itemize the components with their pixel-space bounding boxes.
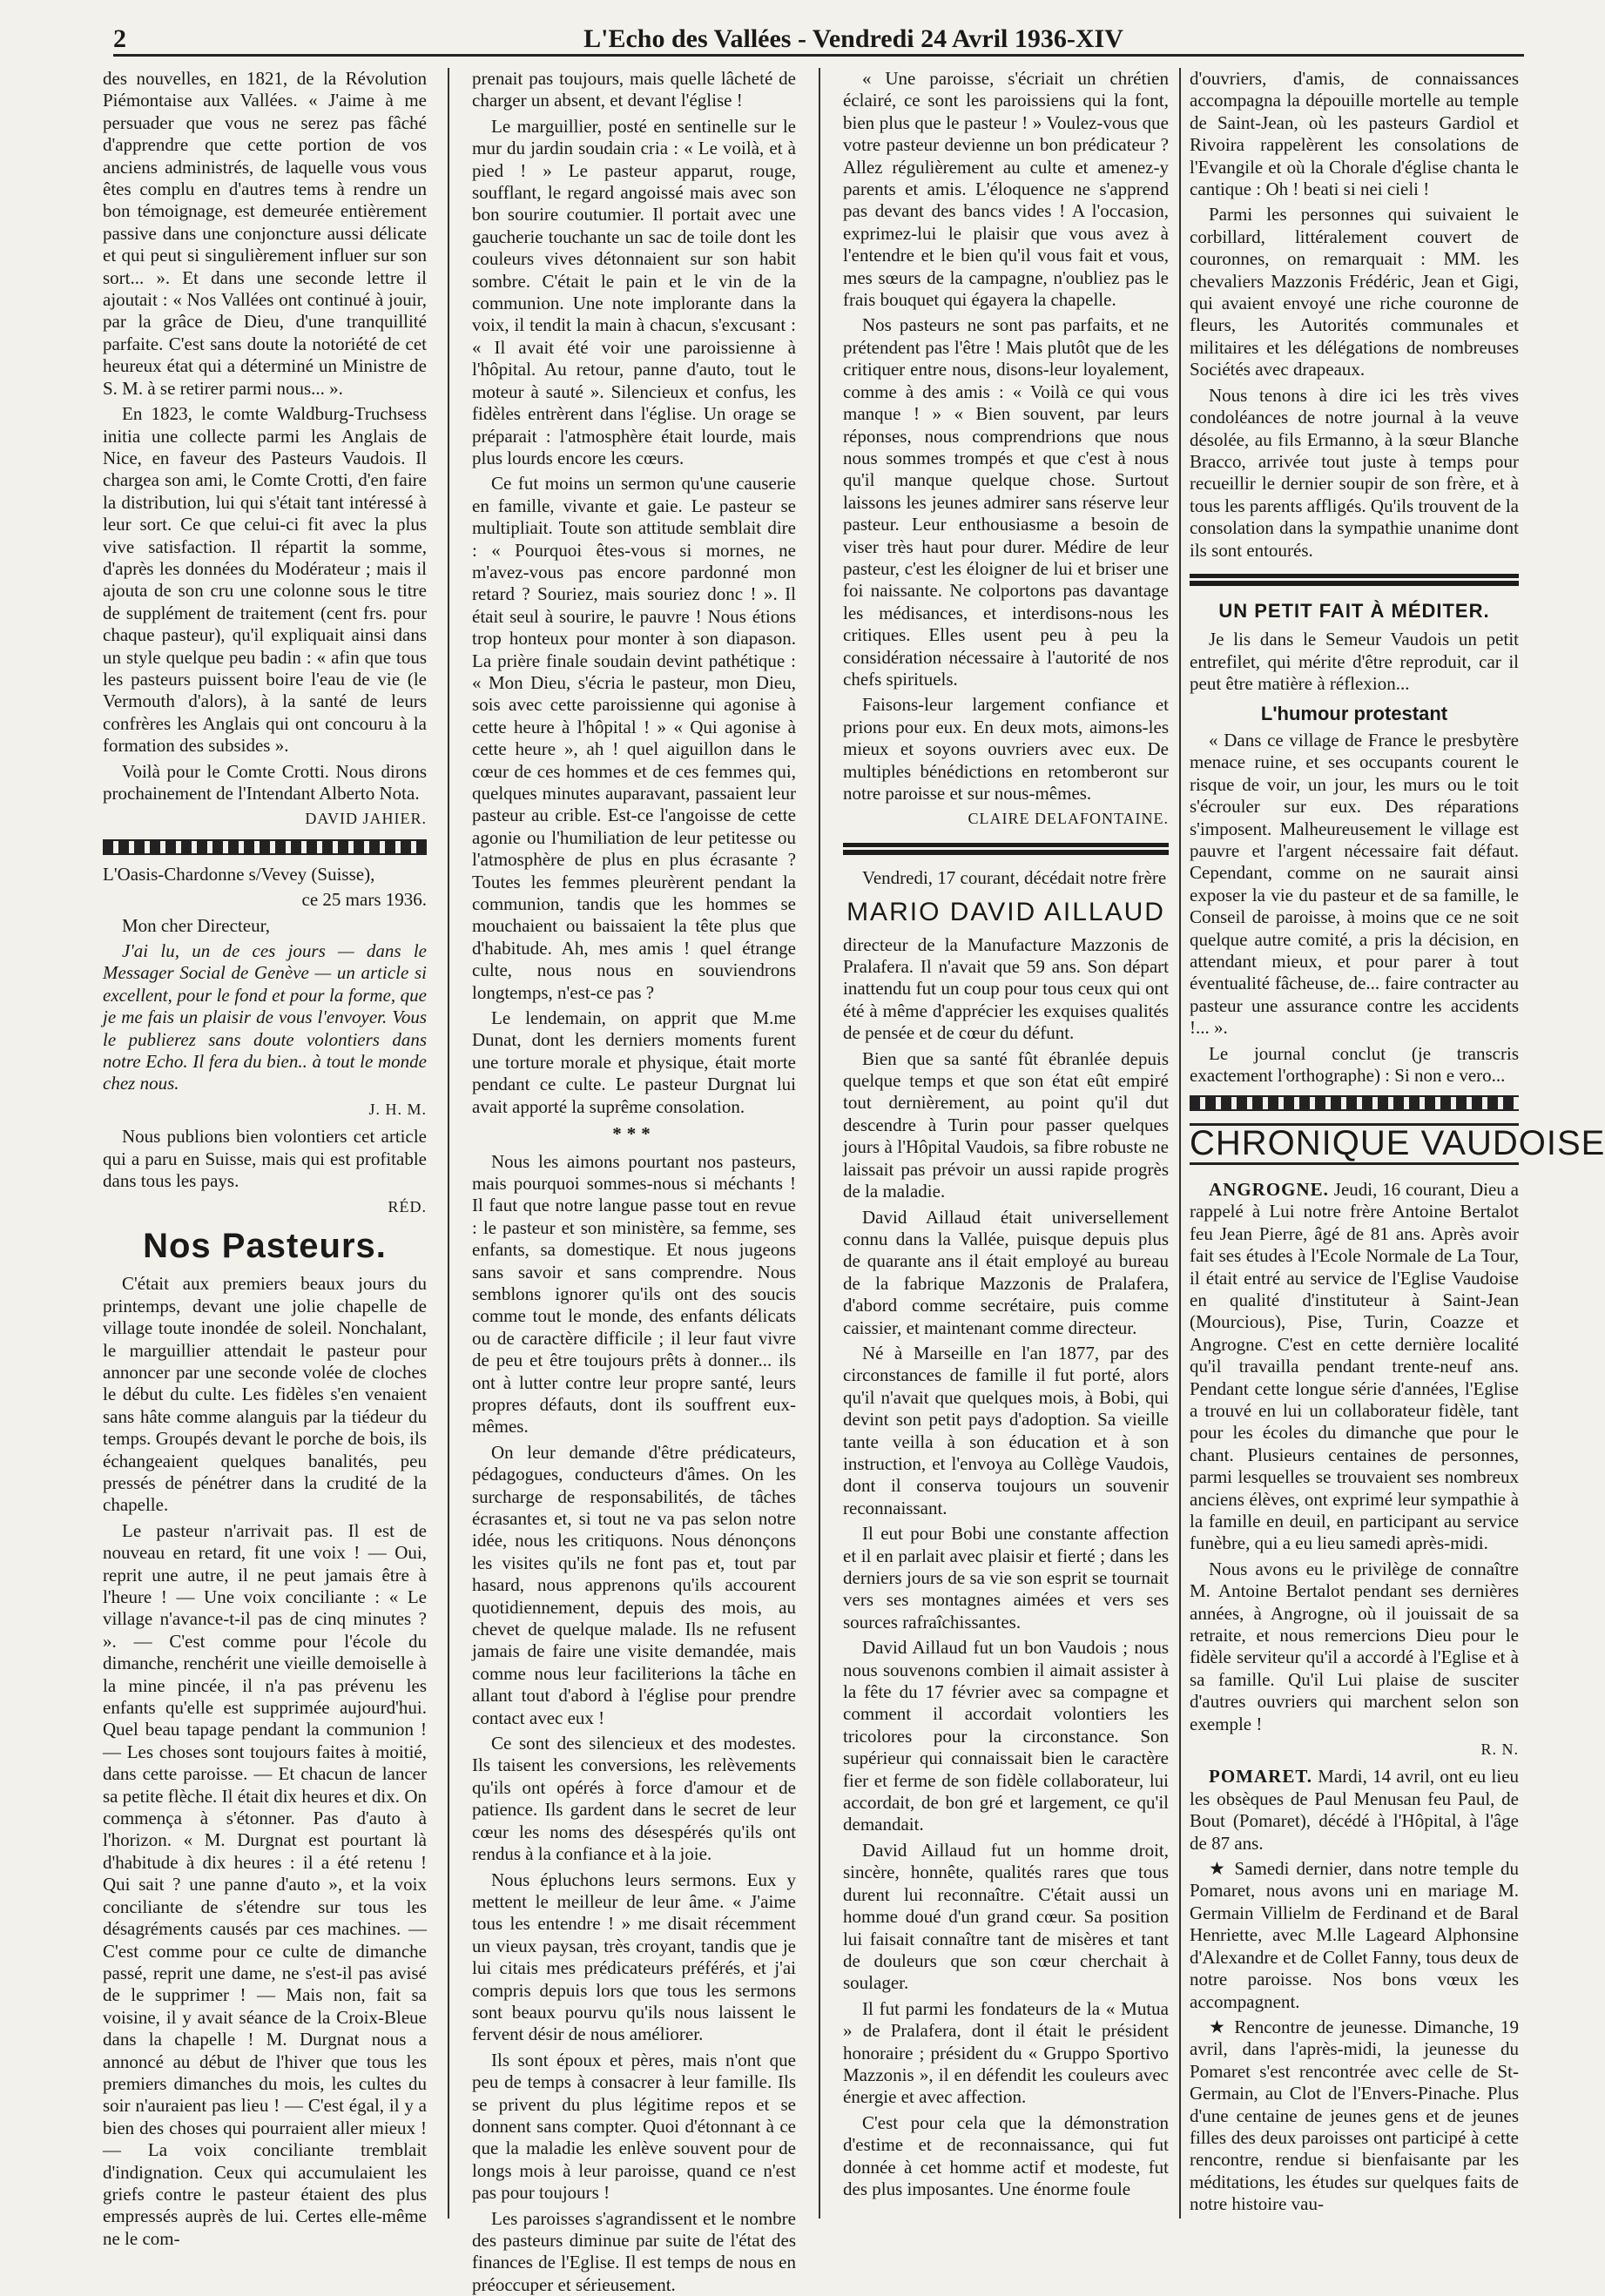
separator-rule <box>103 839 427 855</box>
paragraph: Parmi les personnes qui suivaient le corbillard, littéralement couvert de couronnes, on remarquait : MM. les chevaliers Mazzonis Frédéric, Jean et Gigi, qui avaient envoyé une riche couronne de fleurs, les Autorités communales et militaires et les délégations de nombreuses Sociétés avec drapeaux. <box>1190 204 1519 380</box>
separator-bar <box>1190 574 1519 586</box>
locality-lead: ANGROGNE. <box>1209 1178 1329 1200</box>
paragraph: ★ Rencontre de jeunesse. Dimanche, 19 avril, dans l'après-midi, la jeunesse du Pomaret s'est rencontrée avec celle de St-Germain, au Clot de l'Envers-Pinache. Plus d'une centaine de jeunes gens et de jeunes filles des deux paroisses ont participé à cette rencontre, rendue si bienfaisante par les méditations, les études sur quelques faits de notre histoire vau- <box>1190 2016 1519 2215</box>
paragraph: Le marguillier, posté en sentinelle sur le mur du jardin soudain cria : « Le voilà, et à pied ! » Le pasteur apparut, rouge, soufflant, le regard angoissé mais avec son bon sourire coutumier. Il portait avec une gaucherie touchante un sac de toile dont les couleurs vives détonnaient sur son habit sombre. C'était le pain et le vin de la communion. Une note implorante dans la voix, il tendit la main à chacun, s'excusant : « Il avait été voir une paroissienne à l'hôpital. Au retour, panne d'auto, tout le moteur à sauté ». Silencieux et confus, les fidèles entrèrent dans l'église. Un orage se préparait : l'atmosphère était lourde, mais plus lourds encore les cœurs. <box>472 115 796 468</box>
paragraph: On leur demande d'être prédicateurs, pédagogues, conducteurs d'âmes. On les surcharge de responsabilités, de tâches écrasantes et, si tout ne va pas selon notre idée, nous les critiquons. Nous dénonçons les visites qu'ils ne font pas et, tout par hasard, nous apprenons qu'ils accourent quotidiennement, depuis des mois, au chevet de quelque malade. Ils ne refusent jamais de faire une visite demandée, mais comme nous leur faciliterions la tâche en allant tout d'abord à l'église pour prendre contact avec eux ! <box>472 1441 796 1728</box>
paragraph: Le journal conclut (je transcris exactement l'orthographe) : Si non e vero... <box>1190 1042 1519 1087</box>
page-header <box>113 19 1524 57</box>
page-number: 2 <box>113 24 126 53</box>
paragraph: Il eut pour Bobi une constante affection et il en parlait avec plaisir et fierté ; dans les derniers jours de sa vie son esprit se tournait vers ses montagnes aimées et vers ses sources rafraîchissantes. <box>843 1523 1169 1633</box>
paragraph-text: Jeudi, 16 courant, Dieu a rappelé à Lui notre frère Antoine Bertalot feu Jean Pierre, âgé de 81 ans. Après avoir fait ses études à l'Ecole Normale de La Tour, il était entré au service de l'Eglise Vaudoise en qualité d'instituteur à Saint-Jean (Mourcious), Pise, Turin, Coazze et Angrogne. C'est en cette dernière localité qu'il travailla pendant trente-neuf ans. Pendant cette longue série d'années, l'Eglise a trouvé en lui un collaborateur fidèle, tant pour les écoles du dimanche que pour le chant. Plusieurs centaines de personnes, parmi lesquelles se trouvaient ses nombreux anciens élèves, ont exprimé leur sympathie à la famille en deuil, en participant au service funèbre, qui a eu lieu samedi après-midi. <box>1190 1178 1519 1554</box>
paragraph: Nous les aimons pourtant nos pasteurs, mais pourquoi sommes-nous si méchants ! Il faut que notre langue passe tout en revue : le pasteur et son ministère, sa femme, ses enfants, sa domestique. Et nous jugeons sans savoir et sans comprendre. Nous semblons ignorer qu'ils ont des soucis comme tout le monde, des enfants délicats ou de caractère difficile ; il leur faut vivre de peu et être toujours prêts à donner... ils ont à lutter contre leur propre santé, leurs propres défauts, dont ils souffrent eux-mêmes. <box>472 1150 796 1438</box>
paragraph-text: Mardi, 14 avril, ont eu lieu les obsèques de Paul Menusan feu Paul, de Bout (Pomaret), décédé à l'Hôpital, à l'âge de 87 ans. <box>1190 1766 1520 1854</box>
letter-body: J'ai lu, un de ces jours — dans le Messager Social de Genève — un article si excellent, pour le fond et pour la forme, que je me fais un plaisir de vous l'envoyer. Vous le publierez sans doute volontiers dans notre Echo. Il fera du bien.. à tout le monde chez nous. <box>103 940 427 1094</box>
paragraph: Ils sont époux et pères, mais n'ont que peu de temps à consacrer à leur famille. Ils se privent du plus légitime repos et se donnent sans compter. Quoi d'étonnant à ce que la maladie les enlève souvent pour de longs mois à leur paroisse, quand ce n'est pas pour toujours ! <box>472 2049 796 2204</box>
paragraph: Voilà pour le Comte Crotti. Nous dirons prochainement de l'Intendant Alberto Nota. <box>103 760 427 804</box>
paragraph: « Une paroisse, s'écriait un chrétien éclairé, ce sont les paroissiens qui la font, bien plus que le pasteur ! » Voulez-vous que votre pasteur devienne un bon prédicateur ? Allez régulièrement au culte et amenez-y parents et amis. L'éloquence ne s'apprend pas devant des bancs vides ! A l'occasion, exprimez-lui le plaisir que vous avez à l'entendre et le bien qu'il vous fait et vous, mes sœurs de la campagne, n'oubliez pas le frais bouquet qui égayera la chapelle. <box>843 68 1169 311</box>
column-2 <box>472 68 796 2295</box>
editor-note: Nous publions bien volontiers cet article qui a paru en Suisse, mais qui est profitable dans tous les pays. <box>103 1126 427 1192</box>
column-1 <box>103 68 427 2249</box>
paragraph: Ce fut moins un sermon qu'une causerie en famille, vivante et gaie. Le pasteur se multipliait. Toute son attitude semblait dire : « Pourquoi êtes-vous si mornes, ne m'avez-vous pas encore pardonné mon retard ? Souriez, mais souriez donc ! ». Il était seul à sourire, le pauvre ! Nous étions trop honteux pour monter à son diapason. La prière finale soudain devint pathétique : « Mon Dieu, s'écria le pasteur, mon Dieu, sois avec cette paroissienne qui agonise à cette heure à l'hôpital ! » « Qui agonise à cette heure », ah ! quel aiguillon dans le cœur de ces hommes et de ces femmes qui, quelques minutes auparavant, passaient leur pasteur au crible. Est-ce l'angoisse de cette agonie ou l'humiliation de leur petitesse ou l'atmosphère de plus en plus écrasante ? Toutes les femmes pleurèrent pendant la communion, tandis que les hommes se mouchaient ou baissaient la tête plus que d'habitude. Ah, mes amis ! quel étrange culte, nous nous en souviendrons longtemps, n'est-ce pas ? <box>472 473 796 1003</box>
paragraph: Nos pasteurs ne sont pas parfaits, et ne prétendent pas l'être ! Mais plutôt que de les critiquer entre nous, disons-leur loyalement, comme à des amis : « Voilà ce qui vous manque ! » « Bien souvent, par leurs réponses, nous comprendrions que nous nous sommes trompés et que c'est à nous qu'il manque quelque chose. Surtout laissons les jeunes admirer sans réserve leur pasteur. Leur enthousiasme a besoin de viser très haut pour durer. Médire de leur pasteur, c'est les éloigner de lui et briser une foi naissante. Ne colportons pas davantage les médisances, et interdisons-nous les critiques. Elles usent peu à peu la considération nécessaire à l'autorité de nos chefs spirituels. <box>843 314 1169 690</box>
column-rule <box>448 68 449 2219</box>
paragraph: d'ouvriers, d'amis, de connaissances accompagna la dépouille mortelle au temple de Saint-Jean, où les pasteurs Gardiol et Rivoira rappelèrent les consolations de l'Evangile et où la Chorale d'église chanta le cantique : Oh ! beati si nei cieli ! <box>1190 68 1519 200</box>
separator-bar <box>843 843 1169 855</box>
paragraph: Faisons-leur largement confiance et prions pour eux. En deux mots, aimons-les mieux et soyons ouvriers avec eux. De multiples bénédictions en retomberont sur notre paroisse et sur nous-mêmes. <box>843 694 1169 804</box>
paragraph: Né à Marseille en l'an 1877, par des circonstances de famille il fut porté, alors qu'il n'avait que quelques mois, à Bobi, qui devint son petit pays d'adoption. Sa vieille tante veilla à son éducation et à son instruction, et l'envoya au Collège Vaudois, dont il conserva toujours un souvenir reconnaissant. <box>843 1342 1169 1518</box>
section-stars: *** <box>612 1123 656 1145</box>
paragraph: Les paroisses s'agrandissent et le nombre des pasteurs diminue par suite de l'état des finances de l'Eglise. Il est temps de nous en préoccuper et sérieusement. <box>472 2207 796 2295</box>
paragraph: Nous avons eu le privilège de connaître M. Antoine Bertalot pendant ses dernières années, à Angrogne, où il jouissait de sa retraite, et nous remercions Dieu pour le fidèle serviteur qu'il a accordé à l'Eglise et à sa famille. Qu'il Lui plaise de susciter d'autres ouvriers qui marchent selon son exemple ! <box>1190 1558 1519 1734</box>
letter-date: ce 25 mars 1936. <box>301 889 427 911</box>
article-heading: UN PETIT FAIT À MÉDITER. <box>1218 599 1490 622</box>
column-rule <box>819 68 820 2219</box>
paragraph: Nous tenons à dire ici les très vives condoléances de notre journal à la veuve désolée, au fils Ermanno, à la sœur Blanche Bracco, arrivée tout juste à temps pour recueillir le dernier soupir de son frère, et à tous les parents affligés. Qu'ils trouvent de la consolation dans la sympathie unanime dont ils sont entourés. <box>1190 384 1519 561</box>
article-heading: Nos Pasteurs. <box>143 1226 387 1265</box>
signature: DAVID JAHIER. <box>305 810 427 828</box>
paragraph: Ce sont des silencieux et des modestes. Ils taisent les conversions, les relèvements qu'ils ont opérés à force d'amour et de patience. Ils gardent dans le secret de leur cœur les noms des désespérés qu'ils ont rendus à la confiance et à la joie. <box>472 1733 796 1865</box>
paragraph: Il fut parmi les fondateurs de la « Mutua » de Pralafera, dont il était le président honoraire ; président du « Gruppo Sportivo Mazzonis », il en défendit les couleurs avec énergie et avec affection. <box>843 1997 1169 2108</box>
signature: J. H. M. <box>368 1100 427 1118</box>
paragraph: Le lendemain, on apprit que M.me Dunat, dont les derniers moments furent une torture morale et physique, était morte pendant ce culte. Le pasteur Durgnat lui avait apporté la suprême consolation. <box>472 1007 796 1117</box>
signature: CLAIRE DELAFONTAINE. <box>968 810 1169 828</box>
paragraph: directeur de la Manufacture Mazzonis de Pralafera. Il n'avait que 59 ans. Son départ inattendu fut un coup pour tous ceux qui ont été à même d'apprécier les exquises qualités de pensée et de cœur du défunt. <box>843 933 1169 1044</box>
newspaper-title: L'Echo des Vallées - Vendredi 24 Avril 1936-XIV <box>583 24 1123 53</box>
paragraph: En 1823, le comte Waldburg-Truchsess initia une collecte parmi les Anglais de Nice, en faveur des Pasteurs Vaudois. Il chargea son ami, le Comte Crotti, d'en faire la distribution, lui qui s'était tant intéressé à leur sort. Ce que celui-ci fit avec la plus vive satisfaction. Il répartit la somme, d'après les données du Modérateur ; mais il ajouta de son cru une colonne sous le titre de supplément de traitement (cent frs. pour chaque pasteur), qu'il expliquait ainsi dans un style quelque peu badin : « afin que tous les pasteurs puissent boire l'eau de vie (le Vermouth d'alors), à la santé de leurs confrères les Anglais qui ont concouru à la formation des subsides ». <box>103 403 427 757</box>
paragraph: Vendredi, 17 courant, décédait notre frère <box>862 866 1167 888</box>
section-heading: CHRONIQUE VAUDOISE <box>1190 1123 1519 1164</box>
paragraph: C'était aux premiers beaux jours du printemps, devant une jolie chapelle de village toute inondée de soleil. Nonchalant, le marguillier attendait le pasteur pour annoncer par une seconde volée de cloches le début du culte. Les fidèles s'en venaient sans hâte comme alanguis par la tiédeur du temps. Groupés devant le porche de bois, ils échangeaient quelques banalités, peu pressés de pénétrer dans la crudité de la chapelle. <box>103 1273 427 1516</box>
paragraph: C'est pour cela que la démonstration d'estime et de reconnaissance, qui fut donnée à cet homme actif et modeste, fut des plus imposantes. Une énorme foule <box>843 2111 1169 2199</box>
paragraph: David Aillaud était universellement connu dans la Vallée, puisque depuis plus de quarante ans il était employé au bureau de la fabrique Mazzonis de Pralafera, d'abord comme secrétaire, puis comme caissier, et maintenant comme directeur. <box>843 1206 1169 1338</box>
paragraph: Je lis dans le Semeur Vaudois un petit entrefilet, qui mérite d'être reproduit, car il peut être matière à réflexion... <box>1190 629 1519 695</box>
paragraph: Bien que sa santé fût ébranlée depuis quelque temps et que son état eût empiré tout dernièrement, au point qu'il dut descendre à Turin pour passer quelques jours à l'Hôpital Vaudois, sa fibre robuste ne laissait pas prévoir un aussi rapide progrès de la maladie. <box>843 1047 1169 1202</box>
signature: R. N. <box>1480 1741 1519 1759</box>
paragraph: David Aillaud fut un homme droit, sincère, honnête, qualités rares que tous durent lui reconnaître. C'était aussi un homme doué d'un grand cœur. Sa position lui faisait connaître tant de misères et tant de douleurs que son cœur cherchait à soulager. <box>843 1839 1169 1994</box>
paragraph: « Dans ce village de France le presbytère menace ruine, et ses occupants courent le risque de voir, un jour, les murs ou le toit s'écrouler sur eux. Des réparations s'imposent. Malheureusement le village est pauvre et l'argent nécessaire fait défaut. Cependant, comme on ne saurait ainsi exposer la vie du pasteur et de sa famille, le Conseil de paroisse, à moins que ce ne soit quelque autre comité, a pris la décision, en attendant mieux, et pour parer à tout éventualité fâcheuse, de... faire contracter au pasteur une assurance contre les accidents !... ». <box>1190 729 1519 1039</box>
column-4 <box>1190 68 1605 2219</box>
letter-place: L'Oasis-Chardonne s/Vevey (Suisse), <box>103 863 375 885</box>
locality-lead: POMARET. <box>1209 1766 1313 1788</box>
letter-salutation: Mon cher Directeur, <box>122 914 270 936</box>
paragraph: Le pasteur n'arrivait pas. Il est de nouveau en retard, fit une voix ! — Oui, reprit une autre, il ne peut jamais être à l'heure ! — Une voix conciliante : « Le village n'avance-t-il pas de cinq minutes ? ». — C'est comme pour l'école du dimanche, renchérit une vieille demoiselle à la mine pincée, il n'a pas prévenu les enfants qu'elle est supprimée aujourd'hui. Quel beau tapage pendant la communion ! — Les choses sont toujours faites à moitié, dans cette paroisse. — Et chacun de lancer sa petite flèche. Il était dix heures et dix. On commença à s'étonner. Pas d'auto à l'horizon. « M. Durgnat est pourtant là d'habitude à dix heures : il a été retenu ! Qui sait ? une panne d'auto », et la voix conciliante de s'étendre sur tous les désagréments causés par ces machines. — C'est comme pour ce culte de dimanche passé, reprit une dame, ne s'est-il pas avisé de le supprimer ! — Mais non, fait sa voisine, il y avait séance de la Croix-Bleue dans la chapelle ! M. Durgnat nous a annoncé au début de l'hiver que tous les premiers dimanches du mois, les cultes du soir n'auraient pas lieu ! — C'est égal, il y a bien des choses qui pourraient aller mieux ! — La voix conciliante tremblait d'indignation. Ceux qui accumulaient les griefs contre le pasteur étaient des plus empressés auprès de lui. Certes elle-même ne le com- <box>103 1519 427 2249</box>
paragraph: David Aillaud fut un bon Vaudois ; nous nous souvenons combien il aimait assister à la fête du 17 février avec sa compagne et comment il accordait volontiers les tricolores pour la circonstance. Son supérieur qui connaissait bien le caractère fier et ferme de son fidèle collaborateur, lui accordait, de bon gré et largement, ce qu'il demandait. <box>843 1637 1169 1835</box>
article-subheading: L'humour protestant <box>1260 702 1448 724</box>
paragraph: ★ Samedi dernier, dans notre temple du Pomaret, nous avons uni en mariage M. Germain Villielm de Ferdinand et de Baral Henriette, avec M.lle Lageard Alphonsine d'Alexandre et de Collet Fanny, tous deux de notre paroisse. Nos bons vœux les accompagnent. <box>1190 1858 1519 2012</box>
paragraph: prenait pas toujours, mais quelle lâcheté de charger un absent, et devant l'église ! <box>472 68 796 111</box>
column-3 <box>843 68 1169 2219</box>
obituary-name-heading: MARIO DAVID AILLAUD <box>846 898 1165 927</box>
paragraph: Nous épluchons leurs sermons. Eux y mettent le meilleur de leur âme. « J'aime tous les entendre ! » me disait récemment un vieux paysan, très croyant, tandis que je lui citais mes prédicateurs préférés, et j'ai compris depuis lors que tous les sermons sont beaux pourvu qu'ils nous laissent le fervent désir de nous améliorer. <box>472 1868 796 2045</box>
separator-rule <box>1190 1095 1519 1111</box>
signature: RÉD. <box>388 1197 427 1215</box>
paragraph: des nouvelles, en 1821, de la Révolution Piémontaise aux Vallées. « J'aime à me persuader que vous ne serez pas fâché d'apprendre que cette portion de vos anciens administrés, de laquelle vous vous êtes complu en d'autres tems à rendre un bon témoignage, est demeurée entièrement passive dans une conjoncture aussi délicate et qui peut si singulièrement influer sur son sort... ». Et dans une seconde lettre il ajoutait : « Nos Vallées ont continué à jouir, par la grâce de Dieu, d'une tranquillité parfaite. C'est sans doute la notoriété de cet heureux état qui a déterminé un Ministre de S. M. à se retirer parmi nous... ». <box>103 68 427 399</box>
column-rule <box>1179 68 1181 2219</box>
